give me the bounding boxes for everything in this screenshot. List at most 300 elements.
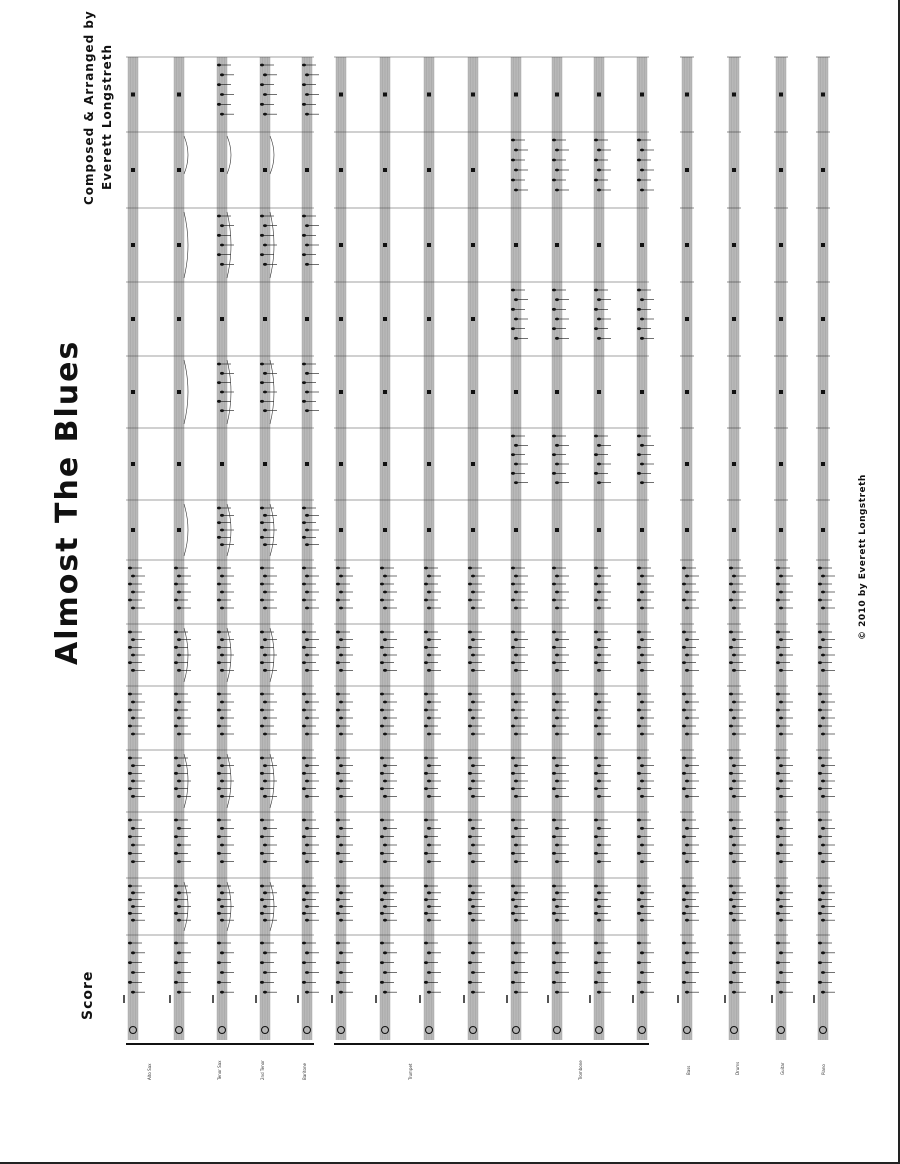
tempo-marking (123, 995, 125, 1003)
note-head (131, 991, 135, 994)
note-head (174, 819, 178, 822)
note-head (637, 159, 641, 162)
note-head (263, 905, 267, 908)
note-head (305, 263, 309, 266)
note-head (339, 638, 343, 641)
note-head (640, 860, 644, 863)
note-head (217, 661, 221, 664)
whole-rest (305, 317, 309, 321)
note-head (682, 772, 686, 775)
whole-rest (555, 528, 559, 532)
note-head (594, 308, 598, 311)
note-head (640, 780, 644, 783)
note-head (514, 607, 518, 610)
note-head (468, 772, 472, 775)
note-head (174, 599, 178, 602)
note-head (336, 885, 340, 888)
note-head (552, 912, 556, 915)
note-head (302, 64, 306, 67)
note-head (305, 224, 309, 227)
tempo-marking (813, 995, 815, 1003)
whole-rest (177, 317, 181, 321)
note-head (263, 795, 267, 798)
note-head (597, 669, 601, 672)
note-head (424, 898, 428, 901)
note-head (555, 764, 559, 767)
note-head (260, 507, 264, 510)
note-head (220, 543, 224, 546)
note-head (174, 981, 178, 984)
note-head (302, 103, 306, 106)
note-head (685, 951, 689, 954)
note-head (128, 912, 132, 915)
whole-rest (471, 528, 475, 532)
note-head (511, 942, 515, 945)
note-head (177, 891, 181, 894)
note-head (821, 795, 825, 798)
note-head (302, 567, 306, 570)
note-head (471, 764, 475, 767)
note-head (732, 844, 736, 847)
note-head (217, 381, 221, 384)
tempo-marking (547, 995, 549, 1003)
note-head (729, 567, 733, 570)
slur (184, 136, 188, 174)
note-head (818, 709, 822, 712)
note-head (468, 583, 472, 586)
whole-rest (685, 317, 689, 321)
note-head (776, 898, 780, 901)
whole-rest (779, 390, 783, 394)
note-head (511, 453, 515, 456)
whole-rest (427, 528, 431, 532)
note-head (685, 701, 689, 704)
whole-rest (685, 462, 689, 466)
whole-rest (685, 243, 689, 247)
note-head (177, 905, 181, 908)
note-head (640, 905, 644, 908)
note-head (594, 583, 598, 586)
note-head (336, 709, 340, 712)
note-head (637, 693, 641, 696)
note-head (302, 912, 306, 915)
note-head (514, 481, 518, 484)
note-head (640, 827, 644, 830)
note-head (732, 780, 736, 783)
note-head (732, 669, 736, 672)
note-head (732, 607, 736, 610)
note-head (260, 852, 264, 855)
note-head (818, 981, 822, 984)
note-head (174, 693, 178, 696)
note-head (594, 981, 598, 984)
note-head (471, 607, 475, 610)
note-head (637, 289, 641, 292)
whole-rest (471, 243, 475, 247)
note-head (260, 521, 264, 524)
note-head (779, 607, 783, 610)
note-head (260, 646, 264, 649)
note-head (263, 409, 267, 412)
note-head (260, 253, 264, 256)
note-head (821, 780, 825, 783)
note-head (339, 764, 343, 767)
note-head (305, 860, 309, 863)
note-head (729, 942, 733, 945)
note-head (336, 631, 340, 634)
note-head (177, 638, 181, 641)
note-head (220, 919, 224, 922)
note-head (555, 669, 559, 672)
note-head (177, 654, 181, 657)
note-head (174, 787, 178, 790)
whole-rest (383, 528, 387, 532)
note-head (305, 701, 309, 704)
note-head (468, 942, 472, 945)
note-head (424, 693, 428, 696)
note-head (732, 919, 736, 922)
note-head (729, 646, 733, 649)
note-head (217, 898, 221, 901)
note-head (302, 852, 306, 855)
note-head (302, 507, 306, 510)
note-head (821, 991, 825, 994)
note-head (555, 780, 559, 783)
note-head (821, 607, 825, 610)
note-head (468, 661, 472, 664)
note-head (597, 463, 601, 466)
whole-rest (220, 462, 224, 466)
note-head (302, 898, 306, 901)
note-head (552, 599, 556, 602)
note-head (682, 757, 686, 760)
note-head (594, 961, 598, 964)
note-head (818, 819, 822, 822)
note-head (552, 453, 556, 456)
note-head (339, 669, 343, 672)
note-head (302, 981, 306, 984)
note-head (383, 591, 387, 594)
note-head (424, 852, 428, 855)
note-head (128, 757, 132, 760)
note-head (776, 631, 780, 634)
note-head (339, 717, 343, 720)
note-head (305, 951, 309, 954)
note-head (514, 337, 518, 340)
note-head (260, 661, 264, 664)
note-head (555, 844, 559, 847)
note-head (597, 780, 601, 783)
note-head (174, 835, 178, 838)
whole-rest (821, 462, 825, 466)
note-head (729, 709, 733, 712)
note-head (220, 717, 224, 720)
whole-rest (821, 243, 825, 247)
note-head (260, 215, 264, 218)
note-head (552, 981, 556, 984)
note-head (383, 827, 387, 830)
note-head (555, 951, 559, 954)
note-head (263, 844, 267, 847)
note-head (729, 583, 733, 586)
note-head (511, 693, 515, 696)
whole-rest (640, 528, 644, 532)
note-head (732, 951, 736, 954)
note-head (336, 942, 340, 945)
note-head (682, 942, 686, 945)
note-head (776, 852, 780, 855)
note-head (729, 898, 733, 901)
note-head (380, 757, 384, 760)
note-head (640, 971, 644, 974)
note-head (552, 885, 556, 888)
note-head (818, 725, 822, 728)
note-head (640, 149, 644, 152)
whole-rest (779, 462, 783, 466)
note-head (779, 669, 783, 672)
note-head (776, 912, 780, 915)
note-head (220, 224, 224, 227)
note-head (552, 472, 556, 475)
note-head (339, 971, 343, 974)
note-head (732, 717, 736, 720)
note-head (468, 709, 472, 712)
note-head (339, 575, 343, 578)
note-head (383, 971, 387, 974)
note-head (818, 567, 822, 570)
note-head (217, 599, 221, 602)
note-head (471, 638, 475, 641)
label-2nd-tenor: 2nd Tenor (260, 1060, 265, 1080)
note-head (128, 772, 132, 775)
note-head (637, 852, 641, 855)
note-head (217, 103, 221, 106)
note-head (260, 567, 264, 570)
note-head (380, 981, 384, 984)
note-head (339, 951, 343, 954)
note-head (594, 567, 598, 570)
note-head (511, 981, 515, 984)
note-head (685, 905, 689, 908)
whole-rest (471, 168, 475, 172)
whole-rest (383, 93, 387, 97)
note-head (468, 885, 472, 888)
note-head (260, 819, 264, 822)
note-head (552, 646, 556, 649)
tempo-marking (419, 995, 421, 1003)
note-head (128, 709, 132, 712)
note-head (217, 83, 221, 86)
whole-rest (305, 462, 309, 466)
note-head (177, 607, 181, 610)
note-head (818, 787, 822, 790)
note-head (511, 835, 515, 838)
note-head (263, 669, 267, 672)
note-head (305, 543, 309, 546)
note-head (302, 400, 306, 403)
whole-rest (514, 528, 518, 532)
whole-rest (597, 93, 601, 97)
note-head (682, 631, 686, 634)
note-head (471, 860, 475, 863)
note-head (514, 780, 518, 783)
note-head (682, 885, 686, 888)
note-head (263, 93, 267, 96)
note-head (818, 852, 822, 855)
note-head (217, 942, 221, 945)
note-head (302, 961, 306, 964)
note-head (217, 852, 221, 855)
note-head (131, 701, 135, 704)
note-head (131, 844, 135, 847)
tempo-marking (506, 995, 508, 1003)
note-head (511, 661, 515, 664)
tempo-marking (463, 995, 465, 1003)
note-head (305, 591, 309, 594)
note-head (260, 912, 264, 915)
note-head (637, 583, 641, 586)
note-head (217, 215, 221, 218)
note-head (552, 725, 556, 728)
note-head (380, 709, 384, 712)
note-head (552, 961, 556, 964)
note-head (637, 567, 641, 570)
note-head (217, 507, 221, 510)
note-head (305, 529, 309, 532)
note-head (380, 772, 384, 775)
note-head (640, 169, 644, 172)
note-head (427, 991, 431, 994)
note-head (514, 733, 518, 736)
note-head (685, 919, 689, 922)
note-head (339, 701, 343, 704)
slur (184, 360, 188, 424)
note-head (468, 981, 472, 984)
note-head (776, 942, 780, 945)
note-head (263, 543, 267, 546)
note-head (637, 787, 641, 790)
note-head (640, 669, 644, 672)
note-head (177, 733, 181, 736)
note-head (471, 919, 475, 922)
note-head (637, 179, 641, 182)
note-head (383, 891, 387, 894)
whole-rest (640, 243, 644, 247)
note-head (260, 981, 264, 984)
note-head (640, 891, 644, 894)
note-head (821, 733, 825, 736)
note-head (128, 898, 132, 901)
note-head (260, 363, 264, 366)
note-head (383, 764, 387, 767)
note-head (552, 661, 556, 664)
whole-rest (131, 528, 135, 532)
note-head (732, 591, 736, 594)
note-head (552, 308, 556, 311)
note-head (640, 337, 644, 340)
note-head (128, 631, 132, 634)
note-head (471, 951, 475, 954)
score-label: Score (80, 970, 96, 1020)
note-head (424, 725, 428, 728)
note-head (640, 481, 644, 484)
note-head (779, 795, 783, 798)
note-head (427, 591, 431, 594)
composer-credit-line2: Everett Longstreth (100, 43, 114, 190)
note-head (552, 709, 556, 712)
note-head (263, 971, 267, 974)
note-head (220, 73, 224, 76)
note-head (468, 567, 472, 570)
whole-rest (732, 390, 736, 394)
whole-rest (383, 462, 387, 466)
note-head (555, 607, 559, 610)
note-head (380, 787, 384, 790)
note-head (427, 654, 431, 657)
whole-rest (427, 168, 431, 172)
note-head (177, 591, 181, 594)
note-head (685, 607, 689, 610)
note-head (779, 991, 783, 994)
whole-rest (339, 317, 343, 321)
note-head (597, 733, 601, 736)
note-head (383, 991, 387, 994)
note-head (427, 733, 431, 736)
note-head (597, 905, 601, 908)
note-head (732, 638, 736, 641)
label-baritone: Baritone (302, 1063, 307, 1080)
note-head (552, 852, 556, 855)
note-head (260, 757, 264, 760)
note-head (217, 646, 221, 649)
note-head (336, 819, 340, 822)
note-head (637, 819, 641, 822)
note-head (468, 835, 472, 838)
label-alto-sax: Alto Sax (147, 1063, 152, 1080)
note-head (552, 139, 556, 142)
whole-rest (383, 243, 387, 247)
note-head (729, 631, 733, 634)
note-head (380, 961, 384, 964)
note-head (336, 567, 340, 570)
note-head (302, 215, 306, 218)
note-head (637, 453, 641, 456)
note-head (263, 113, 267, 116)
note-head (131, 780, 135, 783)
note-head (732, 991, 736, 994)
note-head (217, 757, 221, 760)
note-head (217, 363, 221, 366)
note-head (682, 567, 686, 570)
note-head (637, 631, 641, 634)
note-head (637, 885, 641, 888)
note-head (597, 591, 601, 594)
note-head (640, 638, 644, 641)
note-head (468, 961, 472, 964)
note-head (427, 607, 431, 610)
note-head (468, 852, 472, 855)
note-head (336, 772, 340, 775)
note-head (471, 591, 475, 594)
note-head (468, 787, 472, 790)
whole-rest (339, 390, 343, 394)
note-head (302, 381, 306, 384)
note-head (821, 654, 825, 657)
whole-rest (821, 317, 825, 321)
note-head (685, 780, 689, 783)
note-head (685, 991, 689, 994)
note-head (776, 646, 780, 649)
